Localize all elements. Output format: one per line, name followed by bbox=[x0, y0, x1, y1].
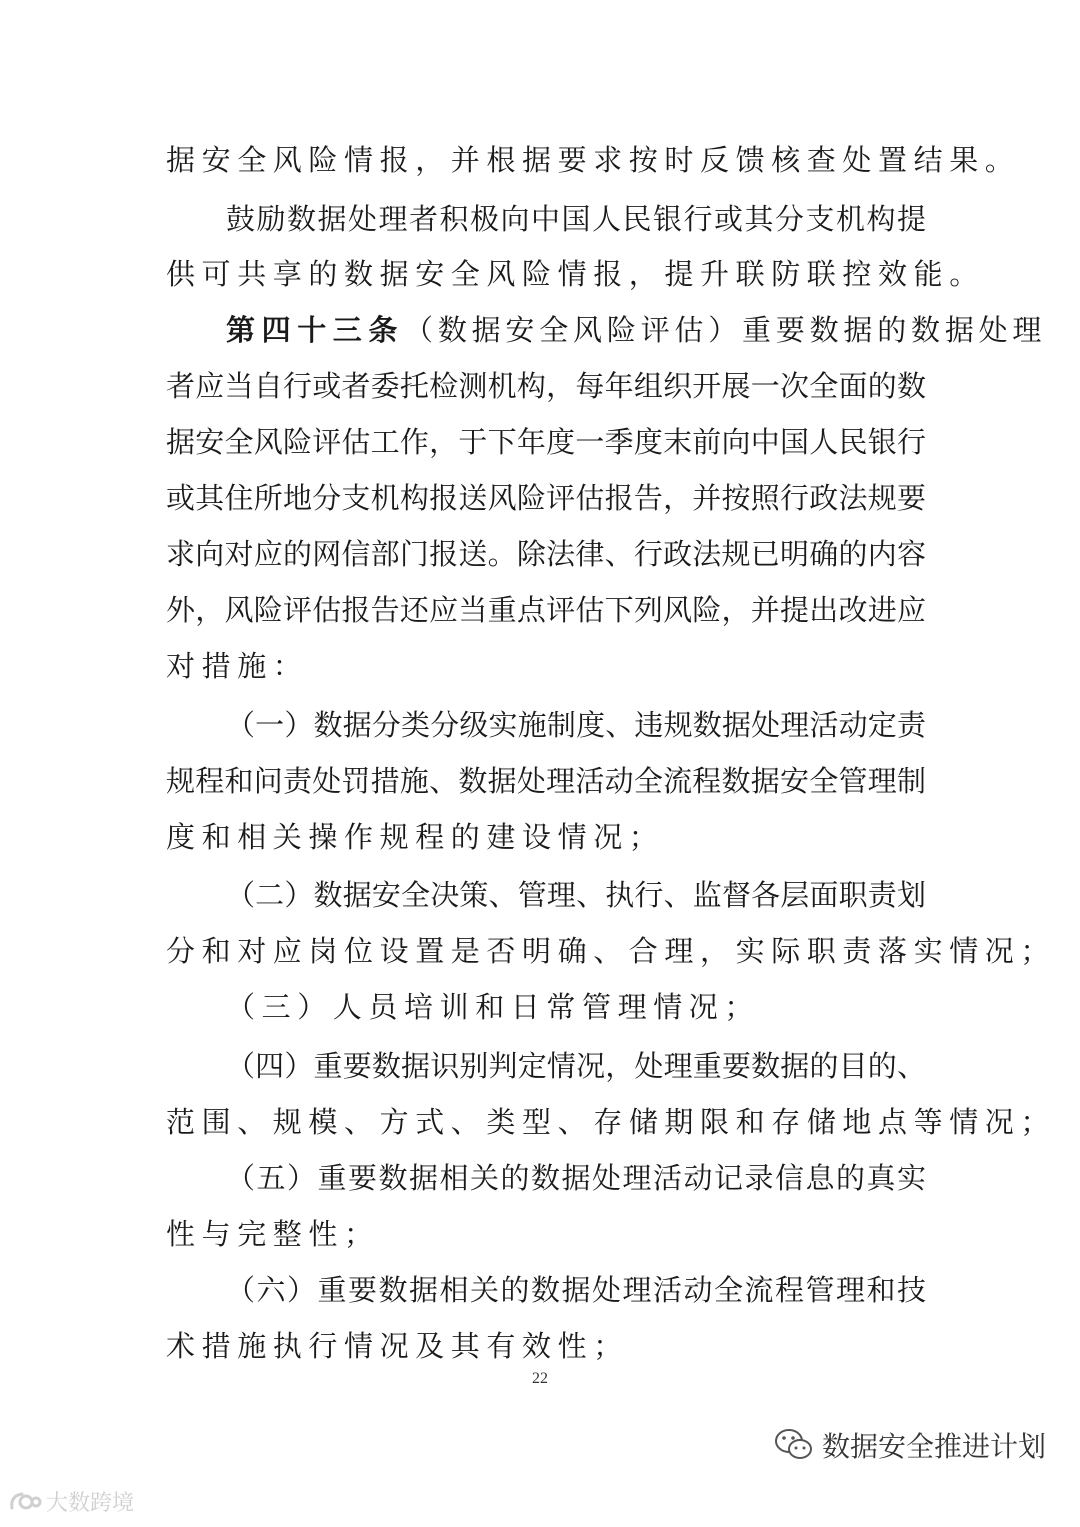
wechat-watermark bbox=[774, 1425, 1046, 1465]
article-heading-line bbox=[226, 310, 1047, 350]
article-title: （数据安全风险评估）重要数据的数据处理 bbox=[404, 313, 1047, 347]
text-line: 者应当自行或者委托检测机构，每年组织开展一次全面的数 bbox=[166, 369, 926, 403]
text-line: 鼓励数据处理者积极向中国人民银行或其分支机构提 bbox=[226, 202, 926, 236]
list-item-line: （四）重要数据识别判定情况，处理重要数据的目的、 bbox=[226, 1049, 926, 1083]
article-number: 第四十三条 bbox=[226, 313, 405, 347]
list-item-line: （五）重要数据相关的数据处理活动记录信息的真实 bbox=[226, 1161, 926, 1195]
text-line: 据安全风险情报，并根据要求按时反馈核查处置结果。 bbox=[166, 143, 1021, 177]
watermark-brand-name: 大数跨境 bbox=[46, 1491, 135, 1516]
text-line: 对措施： bbox=[166, 649, 309, 683]
text-line: 性与完整性； bbox=[166, 1217, 380, 1251]
text-line: 求向对应的网信部门报送。除法律、行政法规已明确的内容 bbox=[166, 537, 926, 571]
list-item-line: （一）数据分类分级实施制度、违规数据处理活动定责 bbox=[226, 708, 926, 742]
text-line: 外，风险评估报告还应当重点评估下列风险，并提出改进应 bbox=[166, 593, 926, 627]
text-line: 供可共享的数据安全风险情报，提升联防联控效能。 bbox=[166, 257, 985, 291]
list-item-line: （六）重要数据相关的数据处理活动全流程管理和技 bbox=[226, 1273, 926, 1307]
text-line: 分和对应岗位设置是否明确、合理，实际职责落实情况； bbox=[166, 934, 1057, 968]
text-line: 度和相关操作规程的建设情况； bbox=[166, 820, 665, 854]
watermark-account-name: 数据安全推进计划 bbox=[821, 1430, 1046, 1463]
page-number: 22 bbox=[532, 1370, 548, 1387]
text-line: 据安全风险评估工作，于下年度一季度末前向中国人民银行 bbox=[166, 425, 926, 459]
brand-watermark bbox=[8, 1486, 134, 1517]
wechat-icon bbox=[774, 1427, 814, 1463]
text-line: 规程和问责处罚措施、数据处理活动全流程数据安全管理制 bbox=[166, 764, 926, 798]
text-line: 或其住所地分支机构报送风险评估报告，并按照行政法规要 bbox=[166, 481, 926, 515]
text-line: 范围、规模、方式、类型、存储期限和存储地点等情况； bbox=[166, 1105, 1057, 1139]
list-item-line: （三）人员培训和日常管理情况； bbox=[226, 990, 761, 1024]
brand-logo-icon bbox=[8, 1488, 42, 1516]
list-item-line: （二）数据安全决策、管理、执行、监督各层面职责划 bbox=[226, 878, 926, 912]
text-line: 术措施执行情况及其有效性； bbox=[166, 1329, 629, 1363]
